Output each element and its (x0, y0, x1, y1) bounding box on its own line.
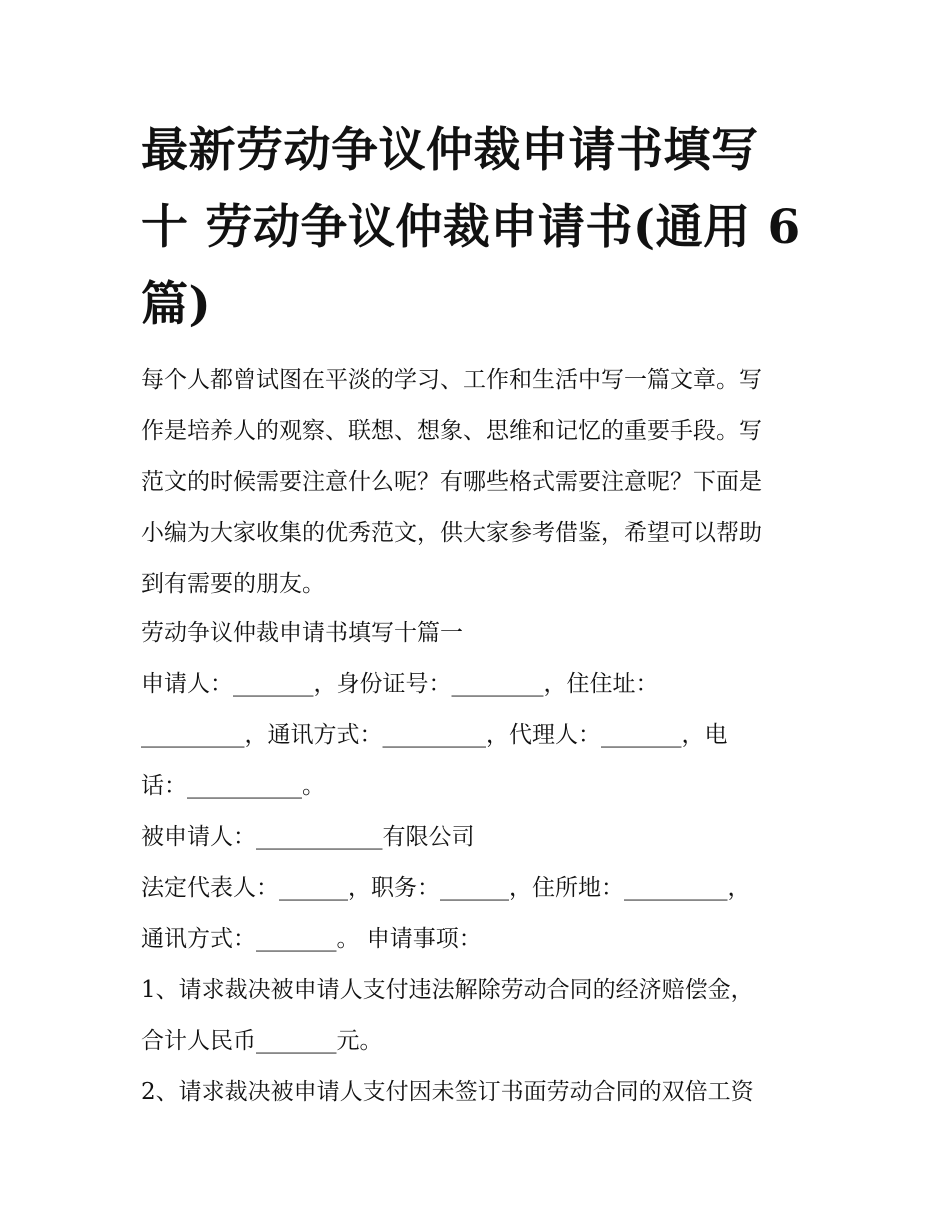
request-item-1: 1、请求裁决被申请人支付违法解除劳动合同的经济赔偿金， (141, 977, 754, 1003)
intro-line: 每个人都曾试图在平淡的学习、工作和生活中写一篇文章。写 (141, 367, 762, 393)
intro-line: 作是培养人的观察、联想、想象、思维和记忆的重要手段。写 (141, 418, 762, 444)
respondent-contact-line: 通讯方式：_______。 申请事项： (141, 926, 482, 952)
intro-line: 到有需要的朋友。 (141, 571, 325, 597)
applicant-phone-line: 话：__________。 (141, 773, 325, 799)
section-heading: 劳动争议仲裁申请书填写十篇一 (141, 620, 463, 646)
applicant-line: 申请人：_______，身份证号：________，住住址： (141, 671, 659, 697)
intro-line: 范文的时候需要注意什么呢？有哪些格式需要注意呢？下面是 (141, 469, 762, 495)
document-title (141, 112, 831, 343)
legal-rep-line: 法定代表人：______，职务：______，住所地：_________， (141, 875, 751, 901)
intro-line: 小编为大家收集的优秀范文，供大家参考借鉴，希望可以帮助 (141, 520, 762, 546)
request-item-1-amount: 合计人民币_______元。 (141, 1028, 383, 1054)
respondent-line: 被申请人：___________有限公司 (141, 824, 475, 850)
title-line-1: 最新劳动争议仲裁申请书填写 (141, 123, 759, 178)
request-item-2: 2、请求裁决被申请人支付因未签订书面劳动合同的双倍工资 (141, 1079, 754, 1105)
applicant-contact-line: _________，通讯方式：_________，代理人：_______，电 (141, 722, 728, 748)
intro-paragraph (141, 355, 821, 610)
application-form-text (141, 608, 821, 1118)
title-line-2: 十 劳动争议仲裁申请书(通用 6 (141, 200, 801, 255)
title-line-3: 篇) (141, 277, 212, 332)
